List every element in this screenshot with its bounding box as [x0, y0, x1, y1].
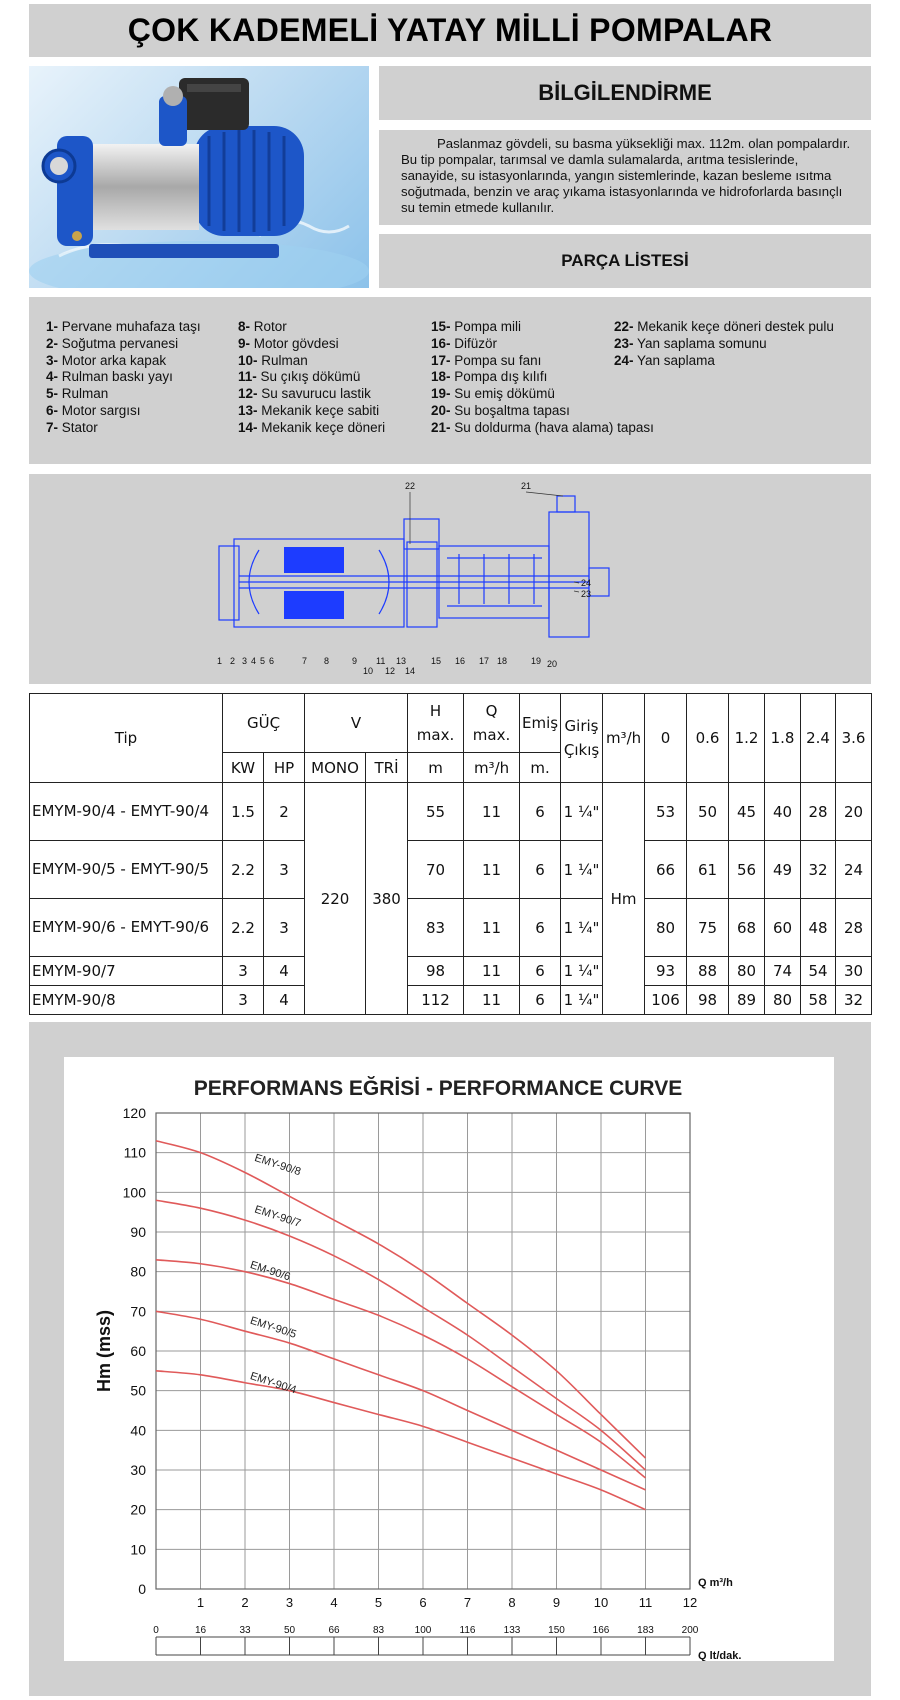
part-name: Rulman	[261, 352, 308, 368]
x-tick-label: 2	[241, 1595, 249, 1610]
part-item	[238, 319, 385, 336]
part-name: Stator	[61, 419, 98, 435]
cell-head: 83	[408, 899, 464, 957]
cell-hp: 4	[264, 986, 305, 1015]
col-emis: Emiş	[520, 694, 561, 753]
diagram-label: 12	[385, 666, 396, 676]
cell-head-value: 48	[801, 899, 836, 957]
table-row	[30, 986, 872, 1015]
x-tick-label: 11	[638, 1595, 653, 1610]
cell-hp: 3	[264, 841, 305, 899]
part-number: 12-	[238, 386, 258, 402]
part-item	[46, 369, 201, 386]
cell-head-value: 58	[801, 986, 836, 1015]
part-item	[238, 386, 385, 403]
x-tick-label: 10	[593, 1595, 609, 1610]
part-item	[46, 336, 201, 353]
cell-hp: 4	[264, 957, 305, 986]
part-number: 3-	[46, 352, 59, 368]
pump-cross-section	[29, 474, 871, 684]
diagram-label: 23	[581, 589, 592, 599]
cell-flow: 11	[464, 899, 520, 957]
diagram-label: 8	[324, 656, 330, 666]
diagram-label: 15	[431, 656, 442, 666]
cell-kw: 2.2	[223, 841, 264, 899]
cell-head-value: 106	[645, 986, 687, 1015]
part-number: 8-	[238, 319, 251, 334]
part-item	[46, 353, 201, 370]
spec-table-body	[30, 783, 872, 1015]
col-flow-label: Q	[485, 702, 498, 720]
info-heading-box	[379, 66, 871, 120]
diagram-label: 10	[363, 666, 374, 676]
y-tick-label: 90	[130, 1224, 146, 1240]
cell-giris: 1 ¼"	[561, 986, 603, 1015]
col-head	[408, 694, 464, 753]
cell-head-value: 80	[645, 899, 687, 957]
cell-head-value: 28	[801, 783, 836, 841]
cell-hp: 2	[264, 783, 305, 841]
part-item	[614, 336, 834, 353]
part-number: 18-	[431, 369, 451, 385]
cell-flow: 11	[464, 957, 520, 986]
cell-head-value: 66	[645, 841, 687, 899]
part-name: Mekanik keçe döneri destek pulu	[637, 319, 834, 334]
part-number: 4-	[46, 369, 59, 385]
x-tick-label: 7	[463, 1595, 472, 1610]
info-heading: BİLGİLENDİRME	[538, 80, 712, 105]
part-number: 9-	[238, 335, 251, 351]
part-number: 14-	[238, 419, 258, 435]
cell-tip: EMYM-90/6 - EMYT-90/6	[30, 899, 223, 957]
part-name: Difüzör	[454, 335, 498, 351]
part-item	[46, 403, 201, 420]
part-item	[431, 403, 654, 420]
cell-head-value: 75	[687, 899, 729, 957]
col-flow-0: 0	[645, 694, 687, 783]
part-item	[431, 420, 654, 437]
x-tick-label: 1	[196, 1595, 205, 1610]
x2-axis-label: Q lt/dak.	[698, 1650, 742, 1661]
x2-tick-label: 183	[637, 1625, 654, 1636]
cell-head: 70	[408, 841, 464, 899]
cell-head-value: 93	[645, 957, 687, 986]
x-tick-label: 5	[374, 1595, 383, 1610]
part-number: 24-	[614, 352, 634, 368]
diagram-label: 17	[479, 656, 490, 666]
cell-emis: 6	[520, 957, 561, 986]
title-banner	[29, 4, 871, 57]
part-number: 5-	[46, 386, 59, 402]
table-row	[30, 783, 872, 841]
part-name: Pompa mili	[454, 319, 522, 334]
series-line	[156, 1141, 646, 1458]
diagram-label: 22	[405, 481, 416, 491]
col-flow-1: 0.6	[687, 694, 729, 783]
x2-tick-label: 100	[414, 1625, 432, 1636]
cell-emis: 6	[520, 841, 561, 899]
part-number: 21-	[431, 419, 451, 435]
x-tick-label: 3	[285, 1595, 294, 1610]
y-tick-label: 70	[130, 1303, 146, 1320]
diagram-label: 16	[455, 656, 466, 666]
col-head-sub: max.	[416, 726, 455, 744]
cell-head-value: 40	[765, 783, 801, 841]
part-number: 2-	[46, 335, 59, 351]
y-tick-label: 40	[130, 1422, 146, 1439]
part-name: Mekanik keçe sabiti	[261, 402, 380, 418]
diagram-label: 7	[302, 656, 308, 666]
part-name: Su boşaltma tapası	[454, 402, 570, 418]
cell-kw: 3	[223, 986, 264, 1015]
cell-emis: 6	[520, 899, 561, 957]
parts-heading-box	[379, 234, 871, 288]
col-flow-4: 2.4	[801, 694, 836, 783]
part-name: Su çıkış dökümü	[260, 369, 361, 385]
diagram-label: 20	[547, 659, 558, 669]
col-flow-2: 1.2	[729, 694, 765, 783]
cell-head-value: 98	[687, 986, 729, 1015]
part-name: Su emiş dökümü	[454, 386, 555, 402]
parts-column-2	[238, 319, 385, 437]
diagram-label: 1	[217, 656, 223, 666]
cell-head: 55	[408, 783, 464, 841]
x-tick-label: 6	[419, 1595, 427, 1610]
diagram-label: 14	[405, 666, 416, 676]
series-line	[156, 1371, 646, 1510]
page-title: ÇOK KADEMELİ YATAY MİLLİ POMPALAR	[127, 12, 773, 48]
table-row	[30, 957, 872, 986]
series-label: EM-90/6	[248, 1259, 292, 1284]
cell-head-value: 49	[765, 841, 801, 899]
part-number: 16-	[431, 335, 451, 351]
part-name: Su savurucu lastik	[261, 386, 371, 402]
diagram-label: 6	[269, 656, 275, 666]
diagram-label: 13	[396, 656, 407, 666]
col-head-label: H	[429, 702, 442, 720]
cell-head: 112	[408, 986, 464, 1015]
part-number: 13-	[238, 402, 258, 418]
performance-chart	[64, 1057, 834, 1661]
part-item	[614, 353, 834, 370]
part-item	[238, 353, 385, 370]
x2-tick-label: 116	[459, 1625, 476, 1636]
y-tick-label: 0	[138, 1581, 146, 1597]
y-tick-label: 120	[122, 1105, 146, 1121]
cell-tip: EMYM-90/8	[30, 986, 223, 1015]
part-item	[46, 386, 201, 403]
table-row	[30, 899, 872, 957]
part-name: Su doldurma (hava alama) tapası	[454, 419, 654, 435]
part-name: Pompa su fanı	[454, 352, 542, 368]
x-tick-label: 8	[508, 1595, 516, 1610]
cell-head-value: 74	[765, 957, 801, 986]
cell-tri: 380	[366, 783, 408, 1015]
part-name: Motor gövdesi	[253, 335, 339, 351]
x-tick-label: 9	[552, 1595, 561, 1610]
cell-head-value: 80	[765, 986, 801, 1015]
part-name: Yan saplama somunu	[637, 335, 767, 351]
part-name: Rulman baskı yayı	[61, 369, 173, 385]
pump-illustration	[29, 66, 369, 288]
cell-head-value: 30	[836, 957, 872, 986]
col-emis-unit: m.	[520, 753, 561, 783]
series-label: EMY-90/7	[252, 1203, 303, 1230]
diagram-label: 24	[581, 578, 592, 588]
cell-head-value: 32	[836, 986, 872, 1015]
parts-heading: PARÇA LİSTESİ	[561, 251, 689, 270]
y-tick-label: 80	[130, 1263, 146, 1280]
parts-column-1	[46, 319, 201, 437]
col-hp: HP	[264, 753, 305, 783]
cell-head-value: 61	[687, 841, 729, 899]
part-number: 11-	[238, 369, 257, 385]
part-name: Pompa dış kılıfı	[454, 369, 548, 385]
cell-head-value: 45	[729, 783, 765, 841]
part-item	[46, 319, 201, 336]
part-item	[614, 319, 834, 336]
cell-head-value: 89	[729, 986, 765, 1015]
y-tick-label: 60	[130, 1343, 146, 1359]
part-number: 23-	[614, 335, 634, 351]
series-label: EMY-90/5	[248, 1314, 298, 1341]
diagram-label: 11	[376, 656, 386, 666]
part-item	[238, 336, 385, 353]
y-tick-label: 30	[130, 1462, 146, 1478]
part-number: 7-	[46, 419, 59, 435]
part-number: 19-	[431, 386, 451, 402]
info-text-box	[379, 130, 871, 225]
cell-head-value: 53	[645, 783, 687, 841]
x2-tick-label: 133	[503, 1625, 521, 1636]
col-cikis-label: Çıkış	[563, 741, 600, 759]
series-line	[156, 1200, 646, 1470]
part-name: Rulman	[61, 386, 109, 402]
cell-giris: 1 ¼"	[561, 957, 603, 986]
cell-mono: 220	[305, 783, 366, 1015]
cell-hp: 3	[264, 899, 305, 957]
cell-kw: 2.2	[223, 899, 264, 957]
x-axis-label: Q m³/h	[698, 1577, 733, 1589]
col-giris-label: Giriş	[564, 717, 599, 735]
col-flow-sub: max.	[472, 726, 511, 744]
col-tip: Tip	[30, 694, 223, 783]
part-name: Yan saplama	[637, 352, 715, 368]
cell-head-value: 56	[729, 841, 765, 899]
x2-tick-label: 33	[239, 1625, 251, 1636]
series-line	[156, 1311, 646, 1490]
part-item	[238, 403, 385, 420]
x-tick-label: 4	[330, 1595, 338, 1610]
cell-head-value: 50	[687, 783, 729, 841]
cell-head-value: 80	[729, 957, 765, 986]
cell-flow: 11	[464, 841, 520, 899]
cell-head-value: 88	[687, 957, 729, 986]
x2-tick-label: 166	[592, 1625, 610, 1636]
table-row	[30, 841, 872, 899]
part-name: Mekanik keçe döneri	[261, 419, 386, 435]
part-item	[431, 369, 654, 386]
part-name: Motor arka kapak	[61, 352, 167, 368]
cell-head-value: 32	[801, 841, 836, 899]
cell-flow: 11	[464, 986, 520, 1015]
parts-list	[29, 297, 871, 464]
cell-head-value: 24	[836, 841, 872, 899]
col-flow-5: 3.6	[836, 694, 872, 783]
x2-tick-label: 50	[283, 1625, 296, 1636]
x2-tick-label: 66	[328, 1625, 340, 1636]
part-item	[46, 420, 201, 437]
part-number: 17-	[431, 352, 451, 368]
col-head-unit: m	[408, 753, 464, 783]
x2-tick-label: 16	[194, 1625, 207, 1636]
col-flow-unit: m³/h	[603, 694, 645, 783]
col-mono: MONO	[305, 753, 366, 783]
cell-head-unit: Hm	[603, 783, 645, 1015]
cell-emis: 6	[520, 986, 561, 1015]
diagram-label: 19	[531, 656, 542, 666]
info-paragraph: Paslanmaz gövdeli, su basma yüksekliği max. 112m. olan pompalardır. Bu tip pompalar, tarımsal ve damla sulamalarda, arıtma tesislerinde, sanayide, su istasyonlarında, yangın sistemlerinde, kazan besleme ısıtma soğutmada, benzin ve araç yıkama istasyonlarında ve hidroforlarda basınçlı su temin etmede kullanılır.	[401, 136, 851, 215]
part-item	[238, 369, 385, 386]
x2-tick-label: 200	[681, 1625, 699, 1636]
chart-title: PERFORMANS EĞRİSİ - PERFORMANCE CURVE	[193, 1077, 683, 1100]
col-voltage: V	[305, 694, 408, 753]
diagram-label: 21	[521, 481, 532, 491]
performance-curve-panel	[64, 1057, 834, 1661]
part-item	[238, 420, 385, 437]
cross-section-diagram	[29, 474, 871, 684]
diagram-label: 18	[497, 656, 508, 666]
y-tick-label: 110	[123, 1144, 146, 1161]
cell-kw: 1.5	[223, 783, 264, 841]
cell-head-value: 20	[836, 783, 872, 841]
y-axis-label: Hm (mss)	[94, 1309, 114, 1393]
x-tick-label: 12	[682, 1595, 698, 1610]
part-number: 15-	[431, 319, 451, 334]
cell-head: 98	[408, 957, 464, 986]
col-giris	[561, 694, 603, 783]
col-tri: TRİ	[366, 753, 408, 783]
cell-kw: 3	[223, 957, 264, 986]
diagram-label: 4	[251, 656, 257, 666]
cell-head-value: 28	[836, 899, 872, 957]
part-name: Rotor	[253, 319, 287, 334]
y-tick-label: 50	[130, 1382, 146, 1399]
cell-head-value: 60	[765, 899, 801, 957]
x2-tick-label: 150	[548, 1625, 565, 1636]
col-kw: KW	[223, 753, 264, 783]
part-item	[431, 386, 654, 403]
parts-column-4	[614, 319, 834, 369]
y-tick-label: 10	[130, 1541, 146, 1558]
col-flow-unit-sub: m³/h	[464, 753, 520, 783]
cell-tip: EMYM-90/7	[30, 957, 223, 986]
part-number: 22-	[614, 319, 634, 334]
cell-giris: 1 ¼"	[561, 899, 603, 957]
cell-giris: 1 ¼"	[561, 783, 603, 841]
pump-photo	[29, 66, 369, 288]
y-tick-label: 100	[122, 1184, 146, 1201]
diagram-label: 9	[352, 656, 358, 666]
part-name: Motor sargısı	[61, 402, 141, 418]
cell-emis: 6	[520, 783, 561, 841]
col-guc: GÜÇ	[223, 694, 305, 753]
cell-giris: 1 ¼"	[561, 841, 603, 899]
col-flow	[464, 694, 520, 753]
col-flow-3: 1.8	[765, 694, 801, 783]
diagram-label: 3	[242, 656, 248, 666]
part-number: 10-	[238, 352, 258, 368]
part-number: 1-	[46, 319, 59, 334]
part-name: Soğutma pervanesi	[61, 335, 179, 351]
spec-table	[29, 693, 872, 1015]
diagram-label: 5	[260, 656, 266, 666]
cell-flow: 11	[464, 783, 520, 841]
x2-tick-label: 0	[153, 1625, 159, 1636]
series-label: EMY-90/4	[248, 1370, 298, 1397]
cell-tip: EMYM-90/5 - EMYT-90/5	[30, 841, 223, 899]
cell-tip: EMYM-90/4 - EMYT-90/4	[30, 783, 223, 841]
series-label: EMY-90/8	[252, 1152, 303, 1179]
cell-head-value: 54	[801, 957, 836, 986]
part-number: 20-	[431, 402, 451, 418]
part-name: Pervane muhafaza taşı	[61, 319, 201, 334]
diagram-label: 2	[230, 656, 236, 666]
y-tick-label: 20	[130, 1501, 146, 1518]
part-number: 6-	[46, 402, 59, 418]
cell-head-value: 68	[729, 899, 765, 957]
x2-tick-label: 83	[372, 1625, 385, 1636]
